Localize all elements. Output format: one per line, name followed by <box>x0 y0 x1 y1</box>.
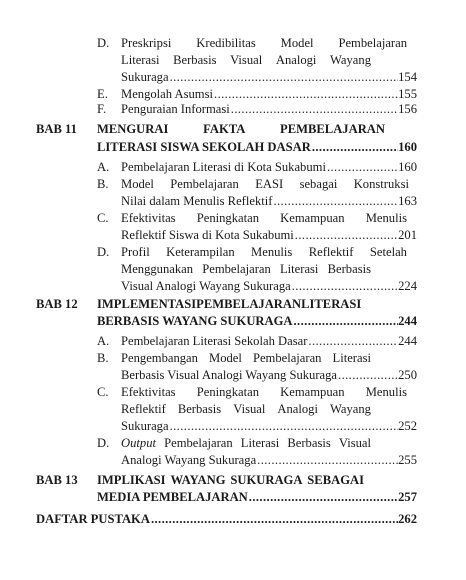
word: Pembelajaran <box>202 262 271 276</box>
toc-item-label: A. <box>97 160 110 174</box>
toc-item-label: C. <box>97 385 109 399</box>
word: Menggunakan <box>121 262 194 276</box>
leader-dots <box>311 140 398 155</box>
word: Kredibilitas <box>196 36 256 50</box>
word: PEMBELAJARAN <box>280 122 385 136</box>
toc-entry[interactable] <box>121 279 417 294</box>
toc-entry-text: Berbasis Visual Analogi Wayang Sukuraga <box>121 368 338 382</box>
toc-item-label: D. <box>97 36 110 50</box>
word: WAYANG <box>170 473 226 487</box>
chapter-entry[interactable] <box>97 490 417 505</box>
leader-dots <box>291 279 398 294</box>
word: Peningkatan <box>196 385 259 399</box>
page-number: 257 <box>398 490 417 504</box>
word: Wayang <box>330 53 371 67</box>
word: Visual <box>233 402 266 416</box>
word: Berbasis <box>327 262 371 276</box>
toc-entry-text: Analogi Wayang Sukuraga <box>121 453 257 467</box>
word: Wayang <box>330 402 371 416</box>
toc-item-label: B. <box>97 351 109 365</box>
page-number: 154 <box>398 70 417 84</box>
toc-entry[interactable] <box>121 194 417 209</box>
word: Pengembangan <box>121 351 198 365</box>
toc-entry[interactable] <box>121 228 417 243</box>
word: Peningkatan <box>196 211 259 225</box>
word: Analogi <box>275 53 317 67</box>
toc-item-text-line <box>121 53 371 68</box>
word: Literasi <box>121 53 160 67</box>
word: Kemampuan <box>280 211 345 225</box>
chapter-label: BAB 11 <box>36 122 77 136</box>
word: Pembelajaran <box>252 351 322 365</box>
chapter-title-line <box>97 122 385 137</box>
toc-item-text-line <box>121 36 407 51</box>
toc-entry[interactable] <box>121 160 417 175</box>
word: Berbasis <box>173 53 217 67</box>
word: FAKTA <box>203 122 246 136</box>
word: Menulis <box>365 385 407 399</box>
word: Literasi <box>332 351 371 365</box>
toc-entry[interactable] <box>121 453 417 468</box>
word: Keterampilan <box>166 245 235 259</box>
toc-item-label: C. <box>97 211 109 225</box>
word: Visual <box>230 53 263 67</box>
toc-entry[interactable] <box>121 70 417 85</box>
word: IMPLEMENTASI <box>97 297 197 311</box>
chapter-title: MEDIA PEMBELAJARAN <box>97 490 248 504</box>
word: Model <box>280 36 314 50</box>
toc-item-label: B. <box>97 177 109 191</box>
word: IMPLIKASI <box>97 473 166 487</box>
toc-entry-text: Visual Analogi Wayang Sukuraga <box>121 279 291 293</box>
toc-item-text-line <box>121 402 371 417</box>
word: Kemampuan <box>280 385 345 399</box>
word: Menulis <box>251 245 293 259</box>
word: Reflektif <box>308 245 354 259</box>
word: Literasi <box>240 436 280 450</box>
page-number: 224 <box>398 279 417 293</box>
toc-entry[interactable] <box>121 102 417 117</box>
word: Efektivitas <box>121 211 176 225</box>
page-number: 163 <box>398 194 417 208</box>
chapter-entry[interactable] <box>97 140 417 155</box>
leader-dots <box>307 334 398 349</box>
page-number: 262 <box>398 512 417 526</box>
toc-entry[interactable] <box>121 87 417 102</box>
word: Visual <box>338 436 371 450</box>
word: Preskripsi <box>121 36 172 50</box>
page-number: 160 <box>398 160 417 174</box>
leader-dots <box>326 160 398 175</box>
toc-item-text-line <box>121 351 371 366</box>
leader-dots <box>293 314 399 329</box>
page-number: 244 <box>398 314 417 328</box>
page-number: 255 <box>398 453 417 467</box>
word: Pembelajaran <box>338 36 407 50</box>
chapter-entry[interactable] <box>97 314 417 329</box>
word: EASI <box>255 177 284 191</box>
page-number: 155 <box>398 87 417 101</box>
toc-item-text-line <box>121 211 407 226</box>
word: Profil <box>121 245 150 259</box>
chapter-label: BAB 13 <box>36 473 78 487</box>
page-number: 201 <box>398 228 417 242</box>
toc-item-label: E. <box>97 87 108 101</box>
toc-item-label: D. <box>97 245 110 259</box>
word: Berbasis <box>287 436 331 450</box>
toc-entry-text: Sukuraga <box>121 70 169 84</box>
word: Menulis <box>365 211 407 225</box>
leader-dots <box>294 228 398 243</box>
leader-dots <box>169 70 399 85</box>
toc-item-label: D. <box>97 436 110 450</box>
bibliography-title: DAFTAR PUSTAKA <box>36 512 150 526</box>
toc-item-text-line <box>121 177 409 192</box>
toc-item-text-line <box>121 436 371 451</box>
leader-dots <box>213 87 398 102</box>
toc-item-label: F. <box>97 102 107 116</box>
toc-item-text-line <box>121 262 371 277</box>
page-number: 252 <box>398 419 417 433</box>
chapter-title: BERBASIS WAYANG SUKURAGA <box>97 314 293 328</box>
word: Output <box>121 436 156 450</box>
toc-item-text-line <box>121 385 407 400</box>
leader-dots <box>248 490 398 505</box>
page-number: 250 <box>398 368 417 382</box>
leader-dots <box>230 102 398 117</box>
toc-entry-text: Sukuraga <box>121 419 169 433</box>
leader-dots <box>337 368 398 383</box>
word: Konstruksi <box>353 177 409 191</box>
word: Reflektif <box>121 402 166 416</box>
page-number: 156 <box>398 102 417 116</box>
chapter-label: BAB 12 <box>36 297 78 311</box>
word: sebagai <box>299 177 338 191</box>
leader-dots <box>256 453 398 468</box>
toc-entry-text: Pembelajaran Literasi di Kota Sukabumi <box>121 160 326 174</box>
toc-entry-text: Pembelajaran Literasi Sekolah Dasar <box>121 334 308 348</box>
toc-item-text-line <box>121 245 407 260</box>
leader-dots <box>169 419 399 434</box>
word: Efektivitas <box>121 385 176 399</box>
word: SUKURAGA <box>230 473 303 487</box>
toc-item-label: A. <box>97 334 110 348</box>
word: Analogi <box>277 402 318 416</box>
page-number: 160 <box>398 140 417 154</box>
word: MENGURAI <box>97 122 169 136</box>
word: Model <box>209 351 242 365</box>
word: Setelah <box>369 245 407 259</box>
chapter-title-line <box>97 297 361 312</box>
toc-entry-text: Mengolah Asumsi <box>121 87 214 101</box>
toc-entry-text: Nilai dalam Menulis Reflektif <box>121 194 273 208</box>
word: Literasi <box>279 262 319 276</box>
toc-entry[interactable] <box>121 419 417 434</box>
word: PEMBELAJARAN <box>196 297 302 311</box>
word: Berbasis <box>177 402 222 416</box>
toc-entry-text: Reflektif Siswa di Kota Sukabumi <box>121 228 294 242</box>
word: LITERASI <box>301 297 362 311</box>
toc-entry[interactable] <box>121 334 417 349</box>
toc-entry-text: Penguraian Informasi <box>121 102 230 116</box>
word: Model <box>121 177 154 191</box>
page-number: 244 <box>398 334 417 348</box>
bibliography-entry[interactable] <box>36 512 417 527</box>
word: Pembelajaran <box>170 177 239 191</box>
word: SEBAGAI <box>307 473 364 487</box>
chapter-title: LITERASI SISWA SEKOLAH DASAR <box>97 140 311 154</box>
leader-dots <box>272 194 398 209</box>
chapter-title-line <box>97 473 364 488</box>
toc-entry[interactable] <box>121 368 417 383</box>
word: Pembelajaran <box>164 436 233 450</box>
leader-dots <box>150 512 398 527</box>
